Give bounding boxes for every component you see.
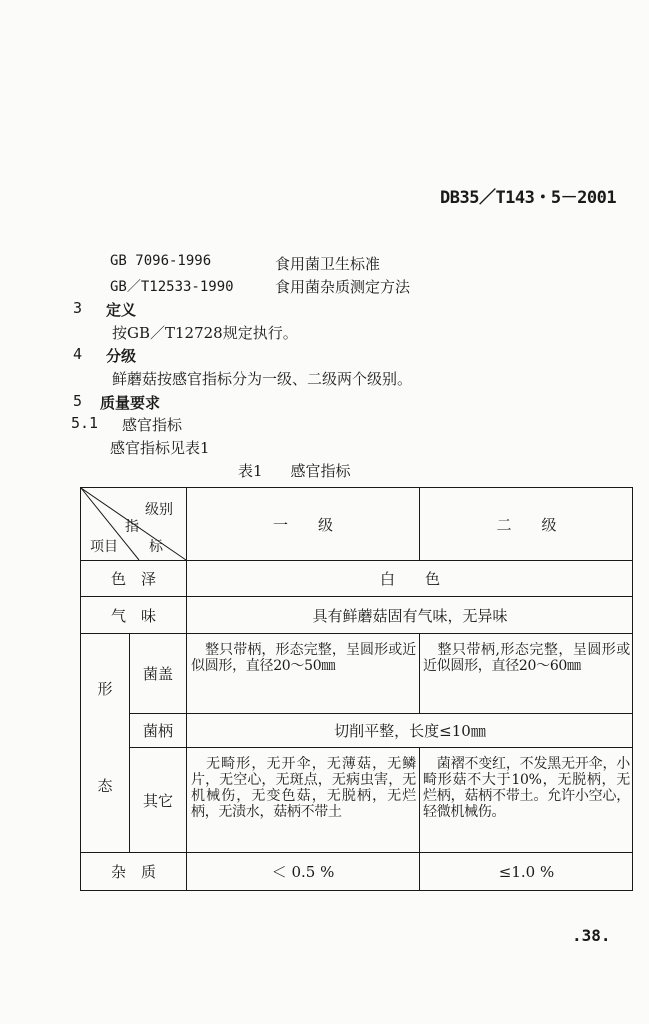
section-5-title: 质量要求 — [100, 394, 161, 412]
document-code: DB35／T143・5－2001 — [440, 188, 617, 208]
header-item-label: 项目 — [90, 539, 118, 555]
header-index-label: 指 — [125, 519, 139, 535]
section-3-title: 定义 — [106, 301, 137, 319]
row-smell-label: 气 味 — [110, 606, 156, 625]
section-5-number: 5 — [73, 392, 83, 410]
stem-label: 菌柄 — [142, 722, 173, 740]
other-grade-1: 无畸形，无开伞，无薄菇，无鳞片，无空心，无斑点，无病虫害，无机械伤，无变色菇，无脱柄，无烂柄，无渍水，菇柄不带土 — [191, 756, 416, 820]
grade-1-header: 一 级 — [272, 515, 333, 534]
row-shape-label-1: 形 — [97, 679, 113, 698]
row-color-label: 色 泽 — [110, 570, 156, 588]
row-smell-value: 具有鲜蘑菇固有气味，无异味 — [312, 606, 508, 625]
section-4-title: 分级 — [106, 347, 137, 365]
stem-value: 切削平整，长度≤10㎜ — [334, 722, 486, 740]
page-number: .38. — [572, 926, 611, 945]
table-caption — [238, 460, 351, 481]
reference-title: 食用菌杂质测定方法 — [275, 278, 411, 296]
reference-code: GB 7096-1996 — [110, 253, 212, 269]
reference-code: GB／T12533-1990 — [110, 279, 234, 295]
section-5-1-title: 感官指标 — [122, 416, 183, 434]
section-3-number: 3 — [73, 299, 83, 317]
grade-2-header: 二 级 — [496, 515, 557, 534]
table-caption-title: 感官指标 — [290, 462, 351, 480]
sensory-index-table — [80, 487, 633, 891]
cap-label: 菌盖 — [142, 665, 173, 683]
impurity-grade-1: ＜ 0.5 % — [271, 863, 335, 881]
section-5-1-number: 5.1 — [71, 414, 99, 432]
cap-grade-2: 整只带柄,形态完整，呈圆形或近似圆形，直径20～60㎜ — [423, 642, 630, 674]
section-4-number: 4 — [73, 345, 83, 363]
header-grade-label: 级别 — [145, 502, 173, 518]
table-rule — [419, 633, 420, 713]
impurity-grade-2: ≤1.0 % — [498, 862, 555, 881]
table-rule — [129, 747, 632, 748]
reference-title: 食用菌卫生标准 — [275, 255, 381, 273]
other-grade-2: 菌褶不变红，不发黑无开伞，小畸形菇不大于10%，无脱柄，无烂柄，菇柄不带土。允许小空心，轻微机械伤。 — [423, 756, 630, 820]
row-color-value: 白 色 — [379, 570, 440, 588]
section-5-1-text: 感官指标见表1 — [110, 439, 210, 457]
section-3-text: 按GB／T12728规定执行。 — [112, 324, 298, 342]
table-caption-number: 表1 — [238, 462, 263, 480]
other-label: 其它 — [142, 791, 173, 810]
header-index-label-2: 标 — [149, 539, 163, 555]
cap-grade-1: 整只带柄，形态完整，呈圆形或近似圆形，直径20～50㎜ — [191, 642, 416, 674]
section-4-text: 鲜蘑菇按感官指标分为一级、二级两个级别。 — [112, 370, 413, 388]
row-impurity-label: 杂 质 — [110, 863, 156, 881]
row-shape-label-2: 态 — [97, 776, 113, 795]
